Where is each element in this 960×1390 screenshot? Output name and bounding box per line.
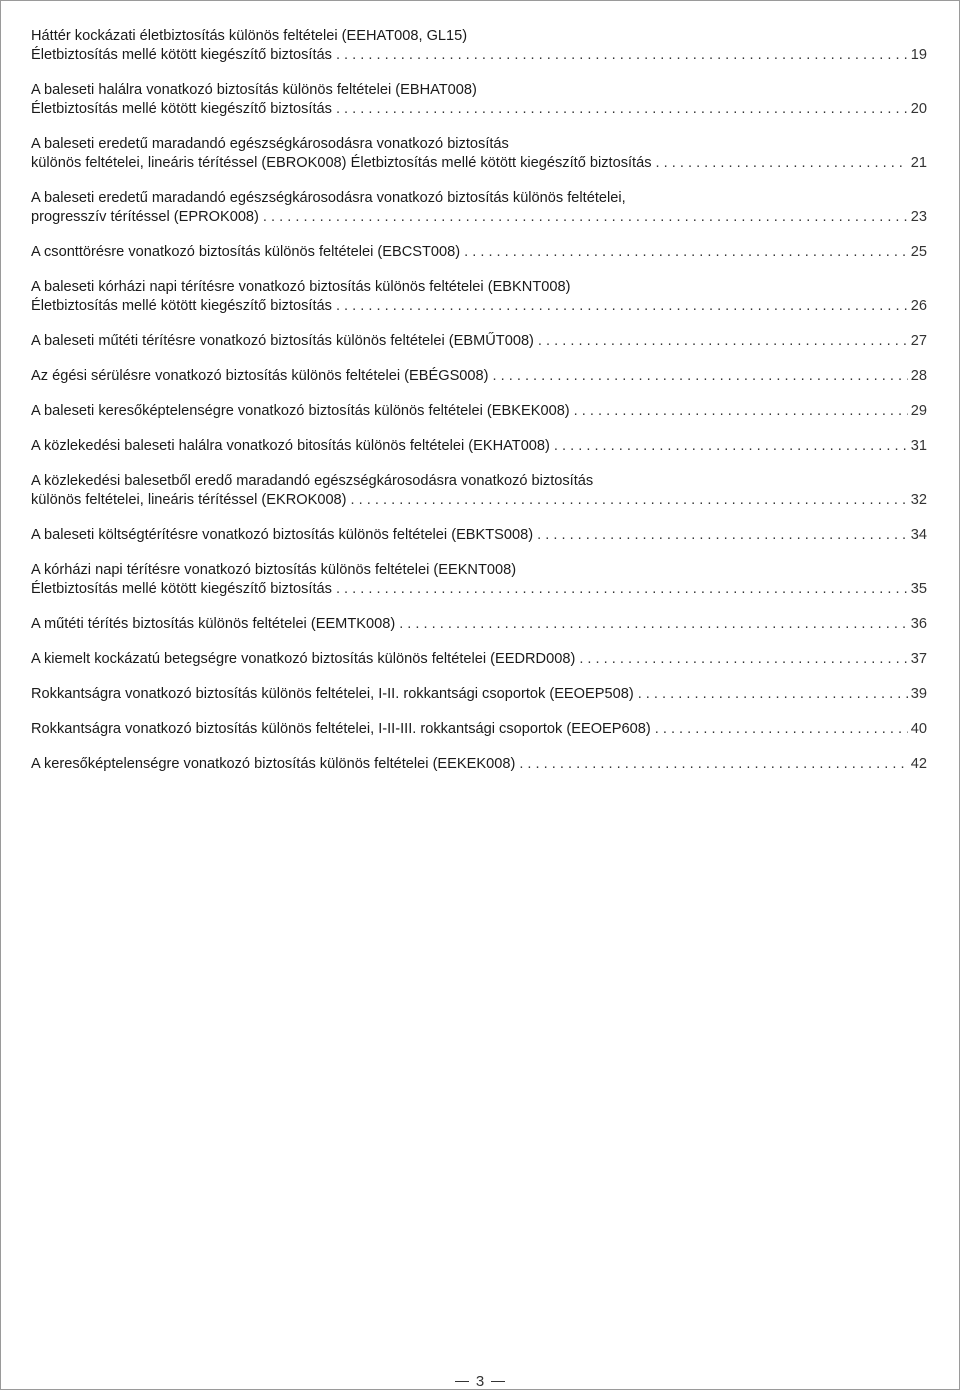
toc-entry-row: [31, 580, 927, 599]
toc-entry-row: [31, 402, 927, 421]
toc-entry-title-line: A kórházi napi térítésre vonatkozó biztosítás különös feltételei (EEKNT008): [31, 562, 517, 578]
toc-entry-row: [31, 46, 927, 65]
toc-page-number: 37: [910, 651, 927, 667]
toc-entry-title-line: különös feltételei, lineáris térítéssel (EKROK008): [31, 492, 347, 508]
page-number: 3: [475, 1373, 485, 1390]
table-of-contents: [31, 27, 927, 790]
toc-entry: [31, 561, 927, 599]
dot-leader: [493, 367, 908, 386]
toc-entry-title-line: A baleseti eredetű maradandó egészségkárosodásra vonatkozó biztosítás: [31, 136, 509, 152]
toc-entry: [31, 332, 927, 351]
toc-entry-row: [31, 208, 927, 227]
toc-entry: [31, 720, 927, 739]
toc-entry-title-line: A kiemelt kockázatú betegségre vonatkozó biztosítás különös feltételei (EEDRD008): [31, 651, 576, 667]
dot-leader: [656, 154, 908, 173]
toc-entry: [31, 755, 927, 774]
toc-page-number: 34: [910, 527, 927, 543]
toc-entry: [31, 135, 927, 173]
toc-entry: [31, 189, 927, 227]
toc-entry-title-line: Életbiztosítás mellé kötött kiegészítő biztosítás: [31, 298, 332, 314]
dot-leader: [554, 437, 908, 456]
toc-entry-row: [31, 720, 927, 739]
dot-leader: [336, 46, 908, 65]
toc-entry-title-line: A baleseti műtéti térítésre vonatkozó biztosítás különös feltételei (EBMŰT008): [31, 333, 534, 349]
toc-entry: [31, 615, 927, 634]
toc-entry-title-line: A baleseti eredetű maradandó egészségkárosodásra vonatkozó biztosítás különös feltételei,: [31, 190, 626, 206]
toc-entry-row: [31, 154, 927, 173]
dot-leader: [263, 208, 908, 227]
dot-leader: [464, 243, 908, 262]
toc-entry: [31, 278, 927, 316]
toc-entry-title-line: A közlekedési balesetből eredő maradandó egészségkárosodásra vonatkozó biztosítás: [31, 473, 594, 489]
toc-entry-title-line: Háttér kockázati életbiztosítás különös feltételei (EEHAT008, GL15): [31, 28, 468, 44]
toc-page-number: 28: [910, 368, 927, 384]
toc-entry: [31, 402, 927, 421]
toc-entry: [31, 526, 927, 545]
toc-entry-title-line: A közlekedési baleseti halálra vonatkozó bitosítás különös feltételei (EKHAT008): [31, 438, 550, 454]
toc-entry-title-line: A baleseti keresőképtelenségre vonatkozó biztosítás különös feltételei (EBKEK008): [31, 403, 570, 419]
toc-entry-row: [31, 526, 927, 545]
toc-entry-title-line: Rokkantságra vonatkozó biztosítás különös feltételei, I-II-III. rokkantsági csoportok (EEOEP608): [31, 721, 651, 737]
dot-leader: [638, 685, 908, 704]
toc-entry-row: [31, 615, 927, 634]
toc-page-number: 36: [910, 616, 927, 632]
toc-page-number: 32: [910, 492, 927, 508]
toc-entry-title-line: A baleseti halálra vonatkozó biztosítás különös feltételei (EBHAT008): [31, 82, 477, 98]
toc-page-number: 29: [910, 403, 927, 419]
toc-page-number: 40: [910, 721, 927, 737]
dot-leader: [336, 580, 908, 599]
toc-page-number: 23: [910, 209, 927, 225]
toc-entry-row: [31, 297, 927, 316]
footer-dash-right: [491, 1381, 505, 1382]
toc-entry: [31, 650, 927, 669]
dot-leader: [574, 402, 908, 421]
toc-entry-title-line: progresszív térítéssel (EPROK008): [31, 209, 259, 225]
toc-entry-title-line: A baleseti kórházi napi térítésre vonatkozó biztosítás különös feltételei (EBKNT008): [31, 279, 571, 295]
toc-entry: [31, 243, 927, 262]
toc-entry-title-line: A műtéti térítés biztosítás különös feltételei (EEMTK008): [31, 616, 396, 632]
dot-leader: [537, 526, 908, 545]
dot-leader: [579, 650, 907, 669]
toc-entry: [31, 367, 927, 386]
toc-page-number: 42: [910, 756, 927, 772]
toc-page-number: 39: [910, 686, 927, 702]
toc-entry: [31, 472, 927, 510]
dot-leader: [336, 100, 908, 119]
toc-page-number: 19: [910, 47, 927, 63]
dot-leader: [336, 297, 908, 316]
toc-entry-row: [31, 332, 927, 351]
dot-leader: [399, 615, 908, 634]
toc-entry: [31, 81, 927, 119]
dot-leader: [519, 755, 907, 774]
toc-entry: [31, 27, 927, 65]
toc-entry-title-line: A csonttörésre vonatkozó biztosítás különös feltételei (EBCST008): [31, 244, 461, 260]
toc-entry-title-line: A keresőképtelenségre vonatkozó biztosítás különös feltételei (EEKEK008): [31, 756, 516, 772]
toc-entry-title-line: Életbiztosítás mellé kötött kiegészítő biztosítás: [31, 47, 332, 63]
dot-leader: [351, 491, 908, 510]
footer-dash-left: [455, 1381, 469, 1382]
toc-entry-title-line: Az égési sérülésre vonatkozó biztosítás különös feltételei (EBÉGS008): [31, 368, 489, 384]
toc-entry-title-line: Rokkantságra vonatkozó biztosítás különös feltételei, I-II. rokkantsági csoportok (EEOEP508): [31, 686, 634, 702]
toc-entry-row: [31, 367, 927, 386]
toc-entry-row: [31, 491, 927, 510]
toc-page-number: 31: [910, 438, 927, 454]
toc-page-number: 26: [910, 298, 927, 314]
toc-entry-title-line: A baleseti költségtérítésre vonatkozó biztosítás különös feltételei (EBKTS008): [31, 527, 534, 543]
toc-page-number: 35: [910, 581, 927, 597]
toc-entry-title-line: Életbiztosítás mellé kötött kiegészítő biztosítás: [31, 581, 332, 597]
toc-entry-title-line: Életbiztosítás mellé kötött kiegészítő biztosítás: [31, 101, 332, 117]
toc-page-number: 20: [910, 101, 927, 117]
page-footer: [1, 1373, 959, 1390]
toc-page-number: 21: [910, 155, 927, 171]
dot-leader: [538, 332, 908, 351]
toc-entry-row: [31, 243, 927, 262]
toc-entry-title-line: különös feltételei, lineáris térítéssel (EBROK008) Életbiztosítás mellé kötött kiegészítő biztosítás: [31, 155, 652, 171]
toc-entry: [31, 685, 927, 704]
toc-entry-row: [31, 650, 927, 669]
toc-entry-row: [31, 755, 927, 774]
toc-entry-row: [31, 437, 927, 456]
toc-entry-row: [31, 100, 927, 119]
toc-entry-row: [31, 685, 927, 704]
toc-page-number: 27: [910, 333, 927, 349]
dot-leader: [655, 720, 908, 739]
toc-page-number: 25: [910, 244, 927, 260]
toc-entry: [31, 437, 927, 456]
